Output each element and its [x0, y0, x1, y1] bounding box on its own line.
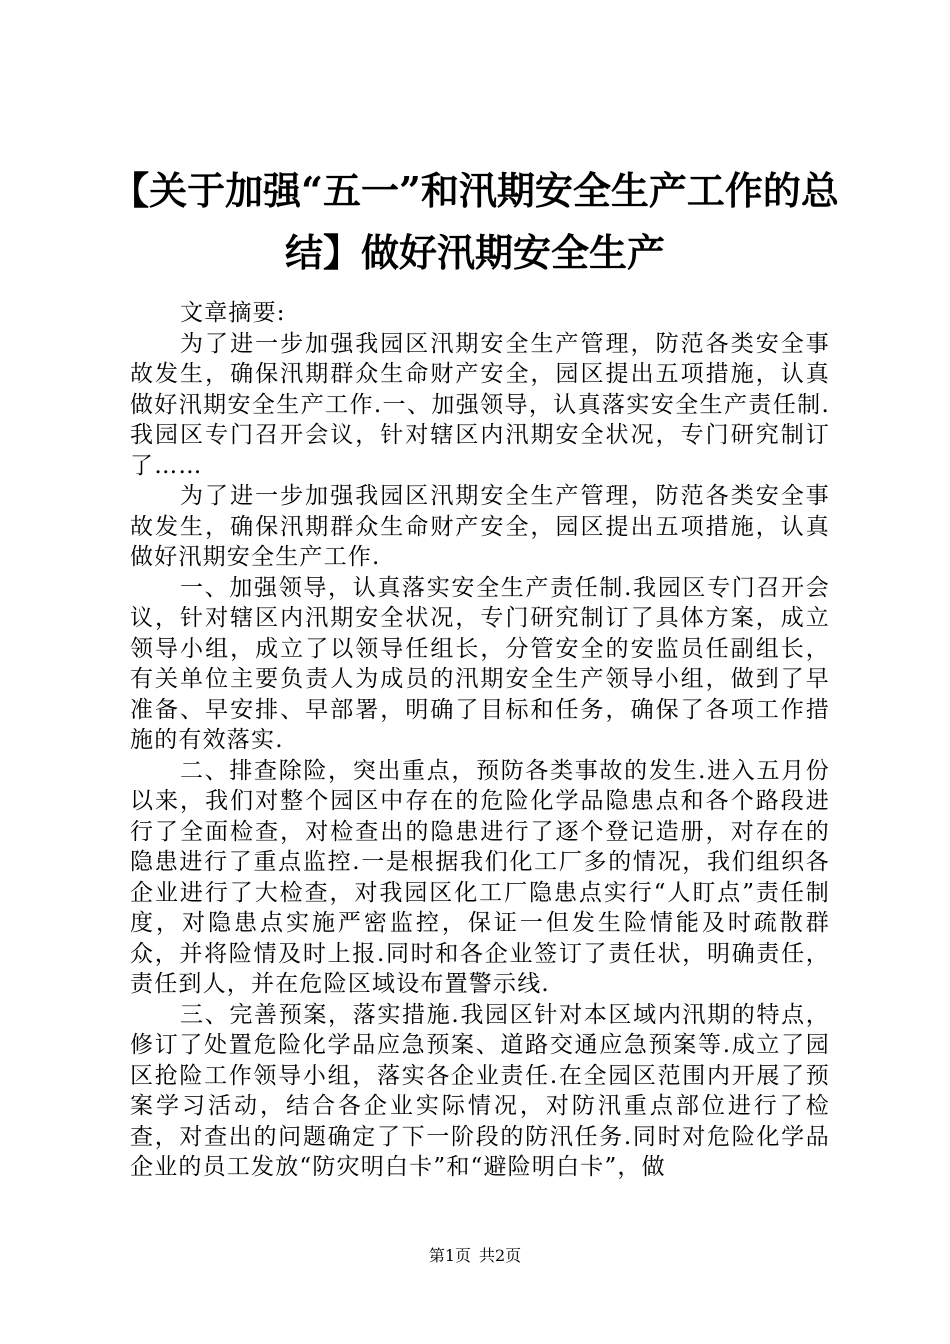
abstract-heading: 文章摘要: — [180, 300, 286, 326]
section-2-paragraph: 二、排查除险，突出重点，预防各类事故的发生.进入五月份以来，我们对整个园区中存在的危险化学品隐患点和各个路段进行了全面检查，对检查出的隐患进行了逐个登记造册，对存在的隐患进行了重点监控.一是根据我们化工厂多的情况，我们组织各企业进行了大检查，对我园区化工厂隐患点实行“人盯点”责任制度，对隐患点实施严密监控，保证一但发生险情能及时疏散群众，并将险情及时上报.同时和各企业签订了责任状，明确责任，责任到人，并在危险区域设布置警示线. — [130, 757, 830, 997]
section-3-paragraph: 三、完善预案，落实措施.我园区针对本区域内汛期的特点，修订了处置危险化学品应急预案、道路交通应急预案等.成立了园区抢险工作领导小组，落实各企业责任.在全园区范围内开展了预案学习活动，结合各企业实际情况，对防汛重点部位进行了检查，对查出的问题确定了下一阶段的防汛任务.同时对危险化学品企业的员工发放“防灾明白卡”和“避险明白卡”，做 — [130, 1001, 830, 1180]
document-title — [95, 160, 855, 284]
intro-paragraph: 为了进一步加强我园区汛期安全生产管理，防范各类安全事故发生，确保汛期群众生命财产安全，园区提出五项措施，认真做好汛期安全生产工作. — [130, 483, 830, 570]
page-footer — [0, 1243, 950, 1266]
title-line-2: 结】做好汛期安全生产 — [284, 230, 665, 275]
document-body — [130, 298, 830, 1183]
section-1-paragraph: 一、加强领导，认真落实安全生产责任制.我园区专门召开会议，针对辖区内汛期安全状况，专门研究制订了具体方案，成立领导小组，成立了以领导任组长，分管安全的安监员任副组长，有关单位主要负责人为成员的汛期安全生产领导小组，做到了早准备、早安排、早部署，明确了目标和任务，确保了各项工作措施的有效落实. — [130, 574, 830, 753]
page-total: 共2页 — [479, 1246, 522, 1265]
page-number: 第1页 — [428, 1246, 471, 1265]
abstract-paragraph: 为了进一步加强我园区汛期安全生产管理，防范各类安全事故发生，确保汛期群众生命财产安全，园区提出五项措施，认真做好汛期安全生产工作.一、加强领导，认真落实安全生产责任制.我园区专门召开会议，针对辖区内汛期安全状况，专门研究制订了…… — [130, 330, 830, 479]
title-line-1: 【关于加强“五一”和汛期安全生产工作的总 — [111, 168, 839, 213]
